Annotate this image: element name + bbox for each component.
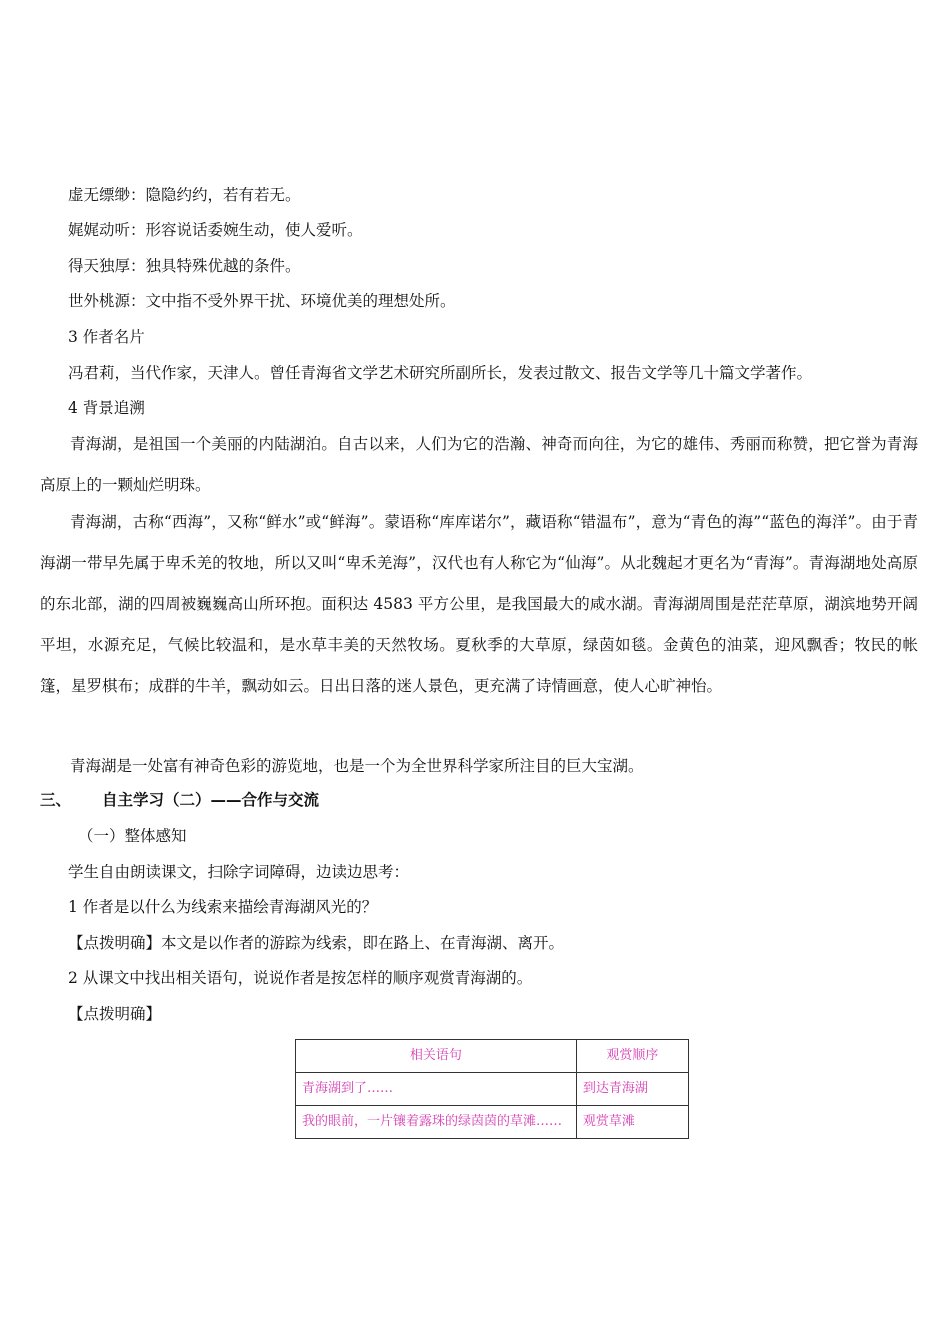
question-2: 2 从课文中找出相关语句，说说作者是按怎样的顺序观赏青海湖的。 — [68, 969, 533, 987]
table-row — [296, 1073, 689, 1106]
author-card-text: 冯君莉，当代作家，天津人。曾任青海省文学艺术研究所副所长，发表过散文、报告文学等几十篇文学著作。 — [68, 364, 813, 382]
definition-line: 世外桃源：文中指不受外界干扰、环境优美的理想处所。 — [68, 292, 456, 310]
table-header-row — [296, 1040, 689, 1073]
definition-line: 娓娓动听：形容说话委婉生动，使人爱听。 — [68, 221, 363, 239]
table-header-cell: 相关语句 — [296, 1040, 577, 1073]
table-cell: 我的眼前，一片镶着露珠的绿茵茵的草滩…… — [296, 1106, 577, 1139]
table-cell: 观赏草滩 — [576, 1106, 688, 1139]
instruction-text: 学生自由朗读课文，扫除字词障碍，边读边思考： — [68, 863, 410, 881]
section-heading — [40, 790, 900, 810]
definition-line: 虚无缥缈：隐隐约约，若有若无。 — [68, 186, 301, 204]
background-paragraph: 青海湖，古称“西海”，又称“鲜水”或“鲜海”。蒙语称“库库诺尔”，藏语称“错温布”，意为“青色的海”“蓝色的海洋”。由于青海湖一带早先属于卑禾羌的牧地，所以又叫“卑禾羌海”，汉代也有人称它为“仙海”。从北魏起才更名为“青海”。青海湖地处高原的东北部，湖的四周被巍巍高山所环抱。面积达 4583 平方公里，是我国最大的咸水湖。青海湖周围是茫茫草原，湖滨地势开阔平坦，水源充足，气候比较温和，是水草丰美的天然牧场。夏秋季的大草原，绿茵如毯。金黄色的油菜，迎风飘香；牧民的帐篷，星罗棋布；成群的牛羊，飘动如云。日出日落的迷人景色，更充满了诗情画意，使人心旷神怡。 — [40, 513, 918, 695]
section-title: 自主学习（二）——合作与交流 — [102, 791, 320, 809]
background-paragraph: 青海湖，是祖国一个美丽的内陆湖泊。自古以来，人们为它的浩瀚、神奇而向往，为它的雄伟、秀丽而称赞，把它誉为青海高原上的一颗灿烂明珠。 — [40, 435, 918, 494]
table-cell: 青海湖到了…… — [296, 1073, 577, 1106]
background-paragraph: 青海湖是一处富有神奇色彩的游览地，也是一个为全世界科学家所注目的巨大宝湖。 — [70, 757, 644, 775]
question-1: 1 作者是以什么为线索来描绘青海湖风光的？ — [68, 898, 378, 916]
definition-line: 得天独厚：独具特殊优越的条件。 — [68, 257, 301, 275]
table-cell: 到达青海湖 — [576, 1073, 688, 1106]
section-number: 三、 — [40, 791, 72, 809]
answer-1: 【点拨明确】本文是以作者的游踪为线索，即在路上、在青海湖、离开。 — [68, 934, 565, 952]
background-title: 4 背景追溯 — [68, 399, 145, 417]
table-header-cell: 观赏顺序 — [576, 1040, 688, 1073]
table-row — [296, 1106, 689, 1139]
author-card-title: 3 作者名片 — [68, 328, 145, 346]
subsection-title: （一）整体感知 — [78, 827, 187, 845]
answer-2-label: 【点拨明确】 — [68, 1005, 162, 1023]
viewing-order-table — [295, 1039, 689, 1139]
